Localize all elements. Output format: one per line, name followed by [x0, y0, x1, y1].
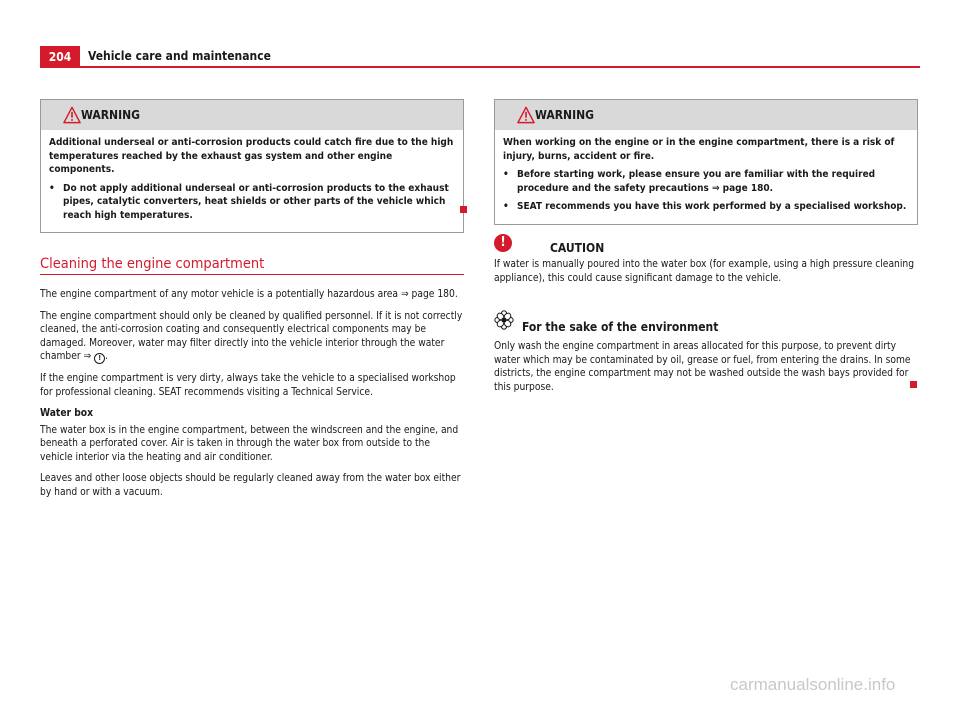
warning-bullet-text: Before starting work, please ensure you are familiar with the required procedure and the safety precautions ⇒ page 180.: [517, 169, 876, 194]
environment-flower-icon: [494, 310, 514, 330]
watermark: carmanualsonline.info: [730, 675, 896, 694]
warning-title: WARNING: [535, 108, 594, 122]
warning-box-right: [494, 99, 918, 225]
warning-intro: Additional underseal or anti-corrosion products could catch fire due to the high temperatures reached by the exhaust gas system and other engine components.: [49, 137, 454, 175]
paragraph: [40, 288, 464, 302]
environment-text: Only wash the engine compartment in areas allocated for this purpose, to prevent dirty water which may be contaminated by oil, grease or fuel, from entering the drains. In some districts, the engine compartment may not be washed outside the wash bays provided for this purpose.: [494, 341, 911, 393]
paragraph-text: The engine compartment should only be cleaned by qualified personnel. If it is not correctly cleaned, the anti-corrosion coating and consequently electrical components may be damaged. Moreover, water may filter directly into the vehicle interior through the water chamber: [40, 310, 463, 362]
warning-bullet: [503, 200, 909, 214]
warning-bullet-text: Do not apply additional underseal or anti-corrosion products to the exhaust pipes, catalytic converters, heat shields or other parts of the vehicle which reach high temperatures.: [63, 182, 449, 221]
page-reference-link[interactable]: ⇒ page 180.: [400, 289, 458, 300]
bullet-dot: •: [503, 169, 509, 180]
warning-header: [41, 100, 463, 130]
reference-arrow[interactable]: ⇒: [83, 351, 92, 362]
warning-triangle-icon: [63, 106, 81, 124]
section-end-marker: [910, 381, 917, 388]
page-header: [40, 46, 920, 68]
header-rule: [40, 66, 920, 68]
running-title: Vehicle care and maintenance: [88, 49, 271, 63]
environment-notice: [494, 310, 918, 394]
section-body: [40, 288, 464, 507]
warning-box-left: [40, 99, 464, 233]
caution-exclamation-icon: !: [494, 234, 512, 252]
warning-bullet-text: SEAT recommends you have this work performed by a specialised workshop.: [517, 201, 907, 212]
paragraph: The water box is in the engine compartment, between the windscreen and the engine, and beneath a perforated cover. Air is taken in through the water box from outside to the vehicle interior via the heating and air conditioner.: [40, 424, 459, 463]
warning-header: [495, 100, 917, 130]
paragraph: Leaves and other loose objects should be regularly cleaned away from the water box either by hand or with a vacuum.: [40, 473, 461, 498]
environment-header: [494, 310, 918, 334]
caution-reference-icon[interactable]: !: [94, 353, 105, 364]
section-rule: [40, 274, 464, 275]
section-end-marker: [460, 206, 467, 213]
caution-title: CAUTION: [550, 241, 605, 255]
warning-title: WARNING: [81, 108, 140, 122]
section-title: Cleaning the engine compartment: [40, 256, 265, 272]
caution-text: If water is manually poured into the water box (for example, using a high pressure cleaning appliance), this could cause significant damage to the vehicle.: [494, 259, 915, 284]
page-number: 204: [40, 46, 80, 68]
caution-notice: [494, 234, 918, 285]
paragraph: If the engine compartment is very dirty, always take the vehicle to a specialised workshop for professional cleaning. SEAT recommends visiting a Technical Service.: [40, 373, 456, 398]
subheading: Water box: [40, 408, 94, 419]
warning-bullet: [49, 182, 455, 223]
environment-title: For the sake of the environment: [522, 320, 719, 334]
warning-bullet: [503, 168, 909, 195]
paragraph: The engine compartment should only be cleaned by qualified personnel. If it is not correctly cleaned, the anti-corrosion coating and consequently electrical components may be damaged. Moreover, water may filter directly into the vehicle interior through the water chamber ⇒ ! .: [40, 310, 463, 362]
caution-header: [494, 234, 918, 254]
warning-body: [41, 130, 463, 232]
warning-intro: When working on the engine or in the engine compartment, there is a risk of injury, burns, accident or fire.: [503, 137, 895, 162]
warning-body: [495, 130, 917, 224]
paragraph-text: The engine compartment of any motor vehicle is a potentially hazardous area: [40, 289, 399, 300]
bullet-dot: •: [49, 182, 55, 194]
warning-triangle-icon: [517, 106, 535, 124]
bullet-dot: •: [503, 201, 509, 212]
